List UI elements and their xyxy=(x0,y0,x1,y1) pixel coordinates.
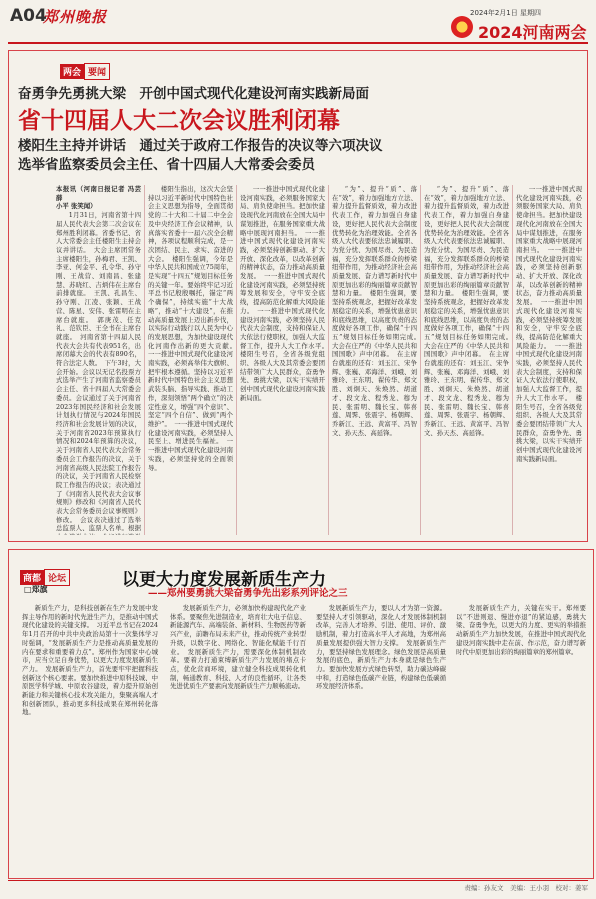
opinion-paragraph: 发展新质生产力，必须加快构建现代化产业体系。要聚焦先进制造业，培育壮大电子信息、新能源汽车、高端装备、新材料、生物医药等新兴产业，前瞻布局未来产业，推动传统产业转型升级，以数字化、网络化、智能化赋能千行百业。 发展新质生产力，需要深化体制机制改革。要着力打通束缚新质生产力发展的堵点卡点，优化营商环境，建立健全科技成果转化机制，畅通教育、科技、人才的良性循环，让各类先进优质生产要素向发展新质生产力顺畅流动。 xyxy=(170,604,306,691)
opinion-author: □郑旗 xyxy=(24,585,48,594)
opinion-tags xyxy=(20,566,70,586)
column-rule xyxy=(236,185,237,535)
lead-subtitle-2: 选举省监察委员会主任、省十四届人大常委会委员 xyxy=(18,157,315,173)
opinion-column-2 xyxy=(170,604,306,872)
section-title: 2024河南两会 xyxy=(478,23,587,42)
editor-credits: 责编：孙友文 美编：王小羽 校对：姜军 xyxy=(464,884,588,892)
national-emblem-icon xyxy=(451,16,473,38)
lead-column-1 xyxy=(56,185,141,535)
lead-paragraph: 楼阳生指出，这次大会坚持以习近平新时代中国特色社会主义思想为指导，全面贯彻党的二十大和二十届二中全会及中央经济工作会议精神，认真落实省委十一届六次全会精神，各项议程顺利完成，是一次团结、民主、求实、奋进的大会。 楼阳生强调，今年是中华人民共和国成立75周年，是实现“十四五”规划目标任务的关键一年。要始终牢记习近平总书记殷殷嘱托，锚定“两个确保”，持续实施“十大战略”，推动“十大建设”，在推动高质量发展上迈出新步伐，以实际行动践行以人民为中心的发展思想，为加快建设现代化河南作出新的更大贡献。 一一推进中国式现代化建设河南实践，必须高举伟大旗帜、把牢根本遵循。坚持以习近平新时代中国特色社会主义思想武装头脑、指导实践、推动工作，深刻领悟“两个确立”的决定性意义，增强“四个意识”、坚定“四个自信”、做到“两个维护”。 一一推进中国式现代化建设河南实践，必须坚持人民至上、增进民生福祉。 一一推进中国式现代化建设河南实践，必须坚持党的全面领导。 xyxy=(148,185,233,472)
opinion-column-1 xyxy=(22,604,158,872)
tag-shangdu: 商都 xyxy=(20,570,44,585)
tag-news: 要闻 xyxy=(84,63,110,80)
newspaper-logo: 郑州晚报 xyxy=(43,8,108,26)
tag-lianghui: 两会 xyxy=(60,64,84,79)
lead-subtitle-1: 楼阳生主持并讲话 通过关于政府工作报告的决议等六项决议 xyxy=(18,138,383,154)
issue-date: 2024年2月1日 星期四 xyxy=(470,9,541,17)
opinion-paragraph: 发展新质生产力，要以人才为第一资源。要坚持人才引领驱动，深化人才发展体制机制改革，完善人才培养、引进、使用、评价、激励机制，着力打造高水平人才高地，为郑州高质量发展提供强大智力支撑。 发展新质生产力，要坚持绿色发展理念。绿色发展是高质量发展的底色，新质生产力本身就是绿色生产力。要加快发展方式绿色转型，助力碳达峰碳中和，打造绿色低碳产业链，构建绿色低碳循环发展经济体系。 xyxy=(316,604,446,691)
footer-divider xyxy=(8,880,588,881)
lead-column-5 xyxy=(424,185,509,535)
opinion-column-3 xyxy=(316,604,446,872)
tag-forum: 论坛 xyxy=(44,569,70,586)
lead-paragraph: “为”、提升“质”、落在“效”，着力加强地方立法、着力提升监督质效，着力改进代表工作，着力加强自身建设，更好把人民代表大会制度优势转化为治理效能。全省各级人大代表要依法忠诚履职、为党分忧、为国尽责、为民造福，充分发挥联系群众的桥梁纽带作用，为推动经济社会高质量发展、奋力谱写新时代中原更加出彩的绚丽篇章贡献智慧和力量。 楼阳生强调，要坚持系统观念，把握好改革发展稳定的关系，增强忧患意识和底线思维，以高度负责的态度做好各项工作，确保“十四五”规划目标任务如期完成。 大会在庄严的《中华人民共和国国歌》声中闭幕。 在主席台就座的还有：刘玉江、宋争辉、张巍、邓海洋、刘峨、刘雅玲、王东明、翟传华、郑文胜、刘炯天、朱焕然、胡道才、段文龙、程秀龙、穆为民、张雷明、魏长宝、韩喜莲、周霁、张震宇、杨朝辉、乔新江、王远、黄富平、冯智文、孙天杰、高延锋。 xyxy=(332,185,417,437)
page-number: A04 xyxy=(10,6,47,26)
opinion-subtitle: ——郑州要勇挑大梁奋勇争先出彩系列评论之三 xyxy=(148,588,348,599)
column-rule xyxy=(512,185,513,535)
opinion-paragraph: 发展新质生产力，关键在实干。郑州要以“不进则退、慢进亦退”的紧迫感，勇挑大梁、奋勇争先，以更大的力度、更实的举措推动新质生产力加快发展，在推进中国式现代化建设河南实践中走在前、作示范，奋力谱写新时代中原更加出彩的绚丽篇章的郑州篇章。 xyxy=(456,604,586,656)
column-rule xyxy=(144,185,145,535)
lead-tags xyxy=(60,60,110,80)
lead-paragraph: “为”、提升“质”、落在“效”，着力加强地方立法、着力提升监督质效，着力改进代表工作，着力加强自身建设，更好把人民代表大会制度优势转化为治理效能。全省各级人大代表要依法忠诚履职、为党分忧、为国尽责、为民造福，充分发挥联系群众的桥梁纽带作用，为推动经济社会高质量发展、奋力谱写新时代中原更加出彩的绚丽篇章贡献智慧和力量。 楼阳生强调，要坚持系统观念，把握好改革发展稳定的关系，增强忧患意识和底线思维，以高度负责的态度做好各项工作，确保“十四五”规划目标任务如期完成。 大会在庄严的《中华人民共和国国歌》声中闭幕。 在主席台就座的还有：刘玉江、宋争辉、张巍、邓海洋、刘峨、刘雅玲、王东明、翟传华、郑文胜、刘炯天、朱焕然、胡道才、段文龙、程秀龙、穆为民、张雷明、魏长宝、韩喜莲、周霁、张震宇、杨朝辉、乔新江、王远、黄富平、冯智文、孙天杰、高延锋。 xyxy=(424,185,509,437)
lead-column-6 xyxy=(516,185,582,535)
lead-column-2 xyxy=(148,185,233,535)
byline-cont: 小平 张笑闻） xyxy=(56,202,97,211)
lead-column-4 xyxy=(332,185,417,535)
lead-paragraph: 一一推进中国式现代化建设河南实践，必须服务国家大局、肩负使命担当。把加快建设现代化河南放在全国大局中谋划推进，在服务国家重大战略中展现河南担当。 一一推进中国式现代化建设河南实践，必须坚持创新驱动、扩大开放、深化改革，以改革创新的精神状态，奋力推动高质量发展。 一一推进中国式现代化建设河南实践，必须坚持统筹发展和安全，守牢安全底线，提高防范化解重大风险能力。 一一推进中国式现代化建设河南实践，必须坚持人民代表大会制度，支持和保证人大依法行使职权，加强人大监督工作，提升人大工作水平。 楼阳生号召，全省各级党组织、各级人大及其常委会要团结带领广大人民群众，奋勇争先、勇挑大梁，以实干实绩开创中国式现代化建设河南实践新局面。 xyxy=(240,185,325,402)
lead-column-3 xyxy=(240,185,325,535)
column-rule xyxy=(328,185,329,535)
lead-paragraph: 一一推进中国式现代化建设河南实践，必须服务国家大局、肩负使命担当。把加快建设现代化河南放在全国大局中谋划推进，在服务国家重大战略中展现河南担当。 一一推进中国式现代化建设河南实践，必须坚持创新驱动、扩大开放、深化改革，以改革创新的精神状态，奋力推动高质量发展。 一一推进中国式现代化建设河南实践，必须坚持统筹发展和安全，守牢安全底线，提高防范化解重大风险能力。 一一推进中国式现代化建设河南实践，必须坚持人民代表大会制度，支持和保证人大依法行使职权，加强人大监督工作，提升人大工作水平。 楼阳生号召，全省各级党组织、各级人大及其常委会要团结带领广大人民群众，奋勇争先、勇挑大梁，以实干实绩开创中国式现代化建设河南实践新局面。 xyxy=(516,185,582,463)
lead-pre-title: 奋勇争先勇挑大梁 开创中国式现代化建设河南实践新局面 xyxy=(18,86,369,102)
opinion-title: 以更大力度发展新质生产力 xyxy=(122,570,326,590)
opinion-column-4 xyxy=(456,604,586,872)
lead-paragraph: 1月31日，河南省第十四届人民代表大会第二次会议在郑州胜利闭幕。省委书记、省人大常委会主任楼阳生主持会议并讲话。 大会主席团常务主席楼阳生，孙梅君、王凯、李亚、何金平、孔令华、孙守刚、王战营、刘南昌、张建慧、苏晓红、吉炳伟在主席台前排就座。 王凯、孔昌生、孙守刚、江凌、张颖、王战营、陈星、安伟、张雷明在主席台就座。 郭庚茂、任克礼、范钦臣、王全书在主席台就座。 河南省第十四届人民代表大会共有代表951名，出席闭幕大会的代表有890名，符合法定人数。 下午3时，大会开始。会议以无记名投票方式选举产生了河南省监察委员会主任、省十四届人大常委会委员。会议通过了关于河南省2023年国民经济和社会发展计划执行情况与2024年国民经济和社会发展计划的决议，关于河南省2023年预算执行情况和2024年预算的决议，关于河南省人民代表大会常务委员会工作报告的决议，关于河南省高级人民法院工作报告的决议，关于河南省人民检察院工作报告的决议；表决通过了《河南省人民代表大会议事规则》修改和《河南省人民代表大会常务委员会议事规则》修改。 会议表决通过了选举总监票人、监票人名单。根据 xyxy=(56,211,141,533)
lead-title: 省十四届人大二次会议胜利闭幕 xyxy=(18,107,340,134)
opinion-paragraph: 新质生产力，是科技创新在生产力发展中发挥主导作用的新时代先进生产力，是推动中国式现代化建设的关键支撑。 习近平总书记在2024年1月召开的中共中央政治局第十一次集体学习时强调，“发展新质生产力是推动高质量发展的内在要求和重要着力点”。郑州作为国家中心城市，应当立足自身优势，以更大力度发展新质生产力。 发展新质生产力，首先要牢牢把握科技创新这个核心要素。要加快推进中原科技城、中原医学科学城、中原农谷建设，着力提升原始创新能力和关键核心技术攻关能力，集聚高端人才和创新团队，推动更多科技成果在郑州转化落地。 xyxy=(22,604,158,717)
column-rule xyxy=(420,185,421,535)
byline: 本报讯（河南日报记者 冯芸 薛 xyxy=(56,185,141,202)
header-divider xyxy=(8,42,588,44)
